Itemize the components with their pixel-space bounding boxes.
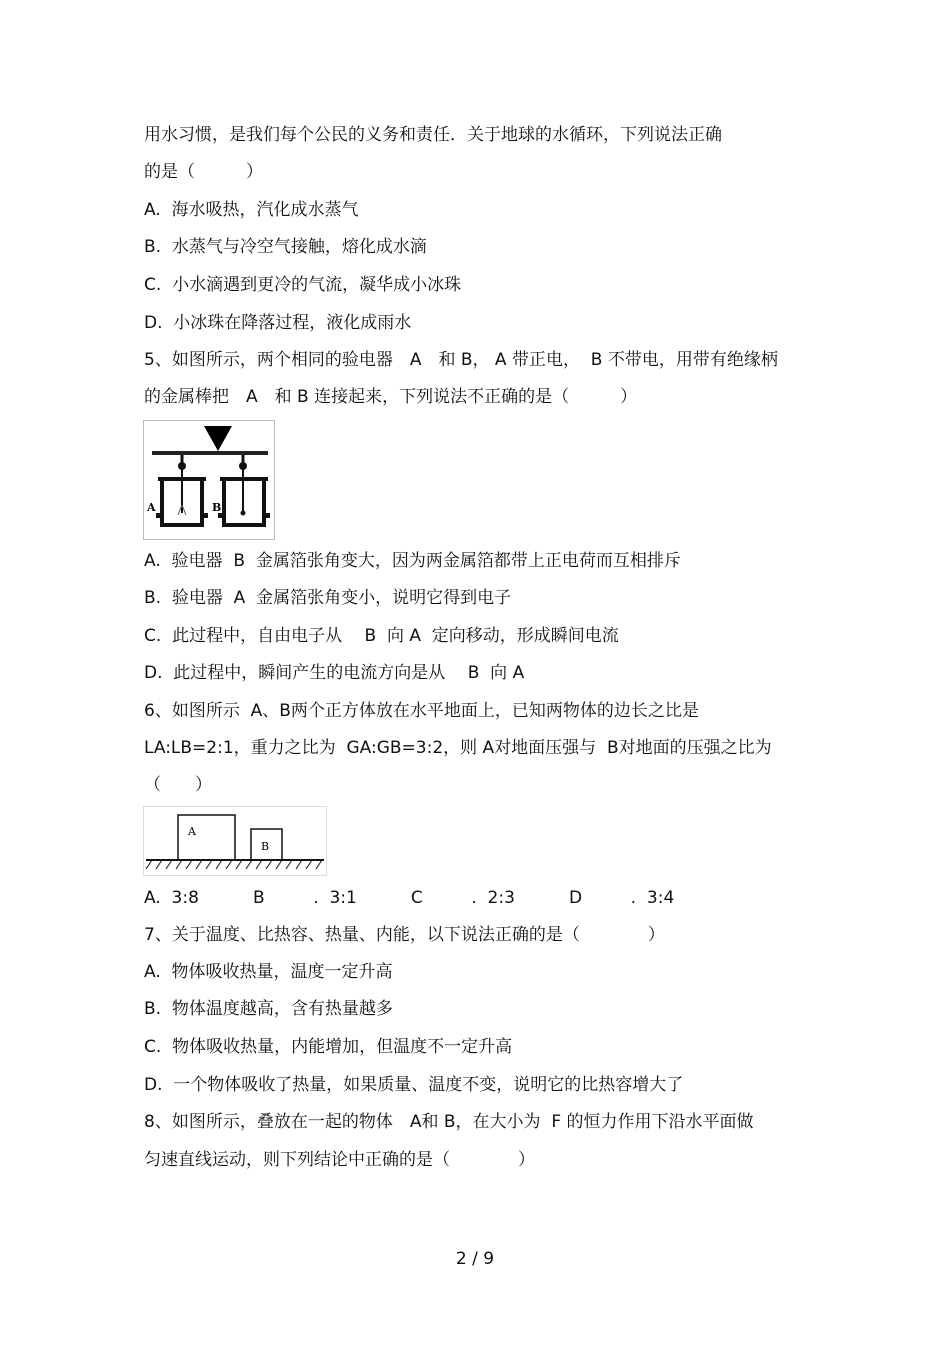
metal-rod [152,451,268,455]
q4-option-c: C. 小水滴遇到更冷的气流，凝华成小冰珠 [144,275,462,295]
q4-option-b: B. 水蒸气与冷空气接触，熔化成水滴 [144,237,427,257]
cube-a-label: A [188,825,196,838]
q8-stem-line1: 8、如图所示，叠放在一起的物体 A和 B，在大小为 F 的恒力作用下沿水平面做 [144,1112,754,1132]
q6-options: A. 3:8 B . 3:1 C . 2:3 D . 3:4 [144,888,675,908]
electroscope-a [156,455,208,525]
electroscope-figure [143,420,275,540]
q6-stem-line2: LA:LB=2:1，重力之比为 GA:GB=3:2，则 A对地面压强与 B对地面的压强之比为 [144,738,772,758]
q7-option-c: C. 物体吸收热量，内能增加，但温度不一定升高 [144,1037,513,1057]
ground-hatching [146,860,322,869]
q7-option-b: B. 物体温度越高，含有热量越多 [144,999,393,1019]
q5-option-d: D. 此过程中，瞬间产生的电流方向是从 B 向 A [144,663,525,683]
cube-b-label: B [261,840,270,853]
figure-label-b: B [212,501,222,514]
cubes-diagram [144,807,326,875]
insulated-handle [204,426,232,451]
cubes-figure [143,806,327,876]
q4-stem-line2: 的是（ ） [144,162,263,182]
q5-option-c: C. 此过程中，自由电子从 B 向 A 定向移动，形成瞬间电流 [144,626,619,646]
q5-option-a: A. 验电器 B 金属箔张角变大，因为两金属箔都带上正电荷而互相排斥 [144,551,681,571]
q4-option-d: D. 小冰珠在降落过程，液化成雨水 [144,313,412,333]
q5-stem-line2: 的金属棒把 A 和 B 连接起来，下列说法不正确的是（ ） [144,387,638,407]
q5-stem-line1: 5、如图所示，两个相同的验电器 A 和 B， A 带正电， B 不带电，用带有绝缘柄 [144,350,778,370]
electroscope-diagram [144,421,274,539]
q6-stem-line1: 6、如图所示 A、B两个正方体放在水平地面上，已知两物体的边长之比是 [144,701,699,721]
q4-stem-line1: 用水习惯，是我们每个公民的义务和责任．关于地球的水循环，下列说法正确 [144,125,722,145]
cube-a [178,815,235,860]
electroscope-b [218,455,270,525]
q8-stem-line2: 匀速直线运动，则下列结论中正确的是（ ） [144,1150,535,1170]
q6-stem-line3: （ ） [144,775,212,795]
q4-option-a: A. 海水吸热，汽化成水蒸气 [144,200,359,220]
page-number: 2 / 9 [455,1249,495,1269]
q7-option-a: A. 物体吸收热量，温度一定升高 [144,962,393,982]
q5-option-b: B. 验电器 A 金属箔张角变小，说明它得到电子 [144,588,512,608]
q7-option-d: D. 一个物体吸收了热量，如果质量、温度不变，说明它的比热容增大了 [144,1075,684,1095]
q7-stem-line1: 7、关于温度、比热容、热量、内能，以下说法正确的是（ ） [144,925,665,945]
figure-label-a: A [147,501,156,514]
